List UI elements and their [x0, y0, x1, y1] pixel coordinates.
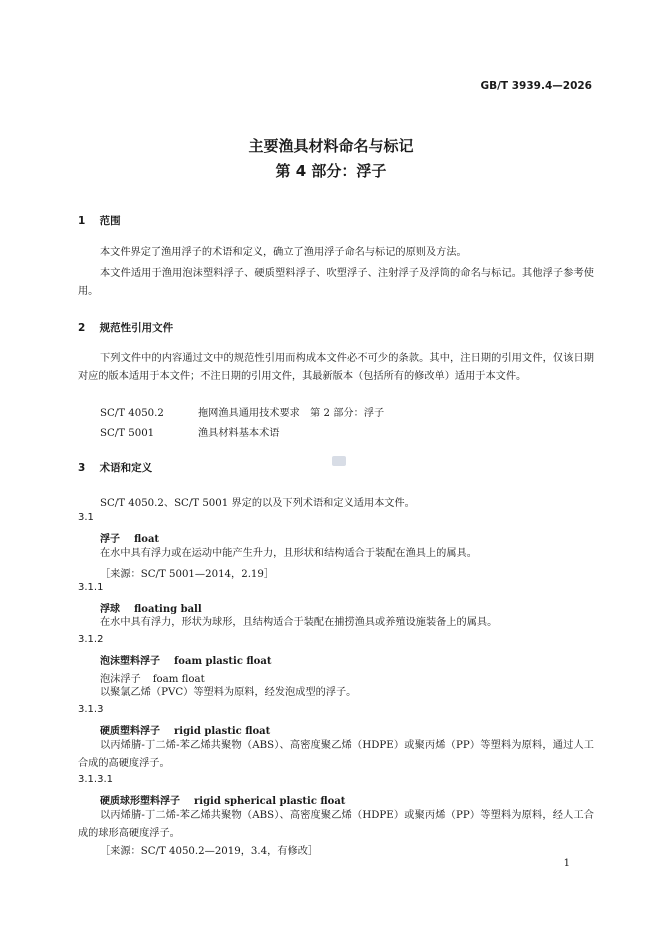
- scope-paragraph-2: 本文件适用于渔用泡沫塑料浮子、硬质塑料浮子、吹塑浮子、注射浮子及浮筒的命名与标记。其他浮子参考使用。: [78, 268, 594, 297]
- section-title: 术语和定义: [99, 462, 153, 474]
- reference-item: [100, 404, 384, 419]
- section-heading-terms-definitions: [78, 460, 152, 475]
- watermark-logo: [332, 456, 346, 466]
- term-zh: 泡沫塑料浮子: [100, 656, 160, 667]
- term-source: ［来源：SC/T 5001—2014，2.19］: [100, 569, 275, 580]
- section-title: 规范性引用文件: [99, 322, 174, 334]
- terms-intro: SC/T 4050.2、SC/T 5001 界定的以及下列术语和定义适用本文件。: [100, 498, 415, 509]
- reference-code: SC/T 4050.2: [100, 408, 164, 419]
- term-en: rigid plastic float: [174, 726, 271, 737]
- scope-paragraph-1: 本文件界定了渔用浮子的术语和定义，确立了渔用浮子命名与标记的原则及方法。: [100, 247, 467, 258]
- section-heading-scope: [78, 213, 121, 228]
- document-subtitle: 第 4 部分：浮子: [275, 162, 387, 180]
- reference-item: [100, 424, 280, 439]
- section-number: 2: [78, 322, 86, 334]
- term-source: ［来源：SC/T 4050.2—2019，3.4，有修改］: [100, 846, 319, 857]
- term-definition: 在水中具有浮力，形状为球形，且结构适合于装配在捕捞渔具或养殖设施装备上的属具。: [100, 617, 498, 628]
- term-definition: 以聚氯乙烯（PVC）等塑料为原料，经发泡成型的浮子。: [100, 687, 357, 698]
- section-number: 1: [78, 215, 86, 227]
- term-number: 3.1.2: [78, 634, 104, 645]
- term-en: rigid spherical plastic float: [194, 796, 346, 807]
- term-en: floating ball: [134, 604, 202, 615]
- term-number: 3.1.3: [78, 704, 104, 715]
- term-number: 3.1: [78, 512, 94, 523]
- term-synonym: [100, 670, 205, 685]
- term-definition: 以丙烯腈-丁二烯-苯乙烯共聚物（ABS）、高密度聚乙烯（HDPE）或聚丙烯（PP）等塑料为原料，经人工合成的球形高硬度浮子。: [78, 810, 594, 839]
- term-heading: [100, 652, 271, 667]
- section-title: 范围: [99, 215, 121, 227]
- term-heading: [100, 792, 345, 807]
- reference-code: SC/T 5001: [100, 428, 155, 439]
- normative-intro-paragraph: 下列文件中的内容通过文中的规范性引用而构成本文件必不可少的条款。其中，注日期的引用文件，仅该日期对应的版本适用于本文件；不注日期的引用文件，其最新版本（包括所有的修改单）适用于本文件。: [78, 353, 594, 382]
- document-title: 主要渔具材料命名与标记: [248, 137, 414, 155]
- term-definition: 在水中具有浮力或在运动中能产生升力，且形状和结构适合于装配在渔具上的属具。: [100, 548, 477, 559]
- term-number: 3.1.3.1: [78, 774, 113, 785]
- term-zh: 硬质球形塑料浮子: [100, 796, 180, 807]
- reference-title: 拖网渔具通用技术要求 第 2 部分：浮子: [198, 408, 385, 419]
- section-heading-normative-references: [78, 320, 173, 335]
- term-zh: 浮球: [100, 604, 120, 615]
- synonym-en: foam float: [152, 674, 205, 685]
- section-number: 3: [78, 462, 86, 474]
- reference-title: 渔具材料基本术语: [198, 428, 280, 439]
- term-en: float: [134, 534, 160, 545]
- term-zh: 浮子: [100, 534, 120, 545]
- synonym-zh: 泡沫浮子: [100, 674, 141, 685]
- standard-code: GB/T 3939.4—2026: [480, 80, 592, 92]
- term-number: 3.1.1: [78, 582, 104, 593]
- term-heading: [100, 722, 270, 737]
- term-heading: [100, 600, 202, 615]
- term-zh: 硬质塑料浮子: [100, 726, 160, 737]
- page-number: 1: [563, 858, 570, 869]
- term-en: foam plastic float: [174, 656, 272, 667]
- term-definition: 以丙烯腈-丁二烯-苯乙烯共聚物（ABS）、高密度聚乙烯（HDPE）或聚丙烯（PP）等塑料为原料，通过人工合成的高硬度浮子。: [78, 740, 594, 769]
- term-heading: [100, 530, 159, 545]
